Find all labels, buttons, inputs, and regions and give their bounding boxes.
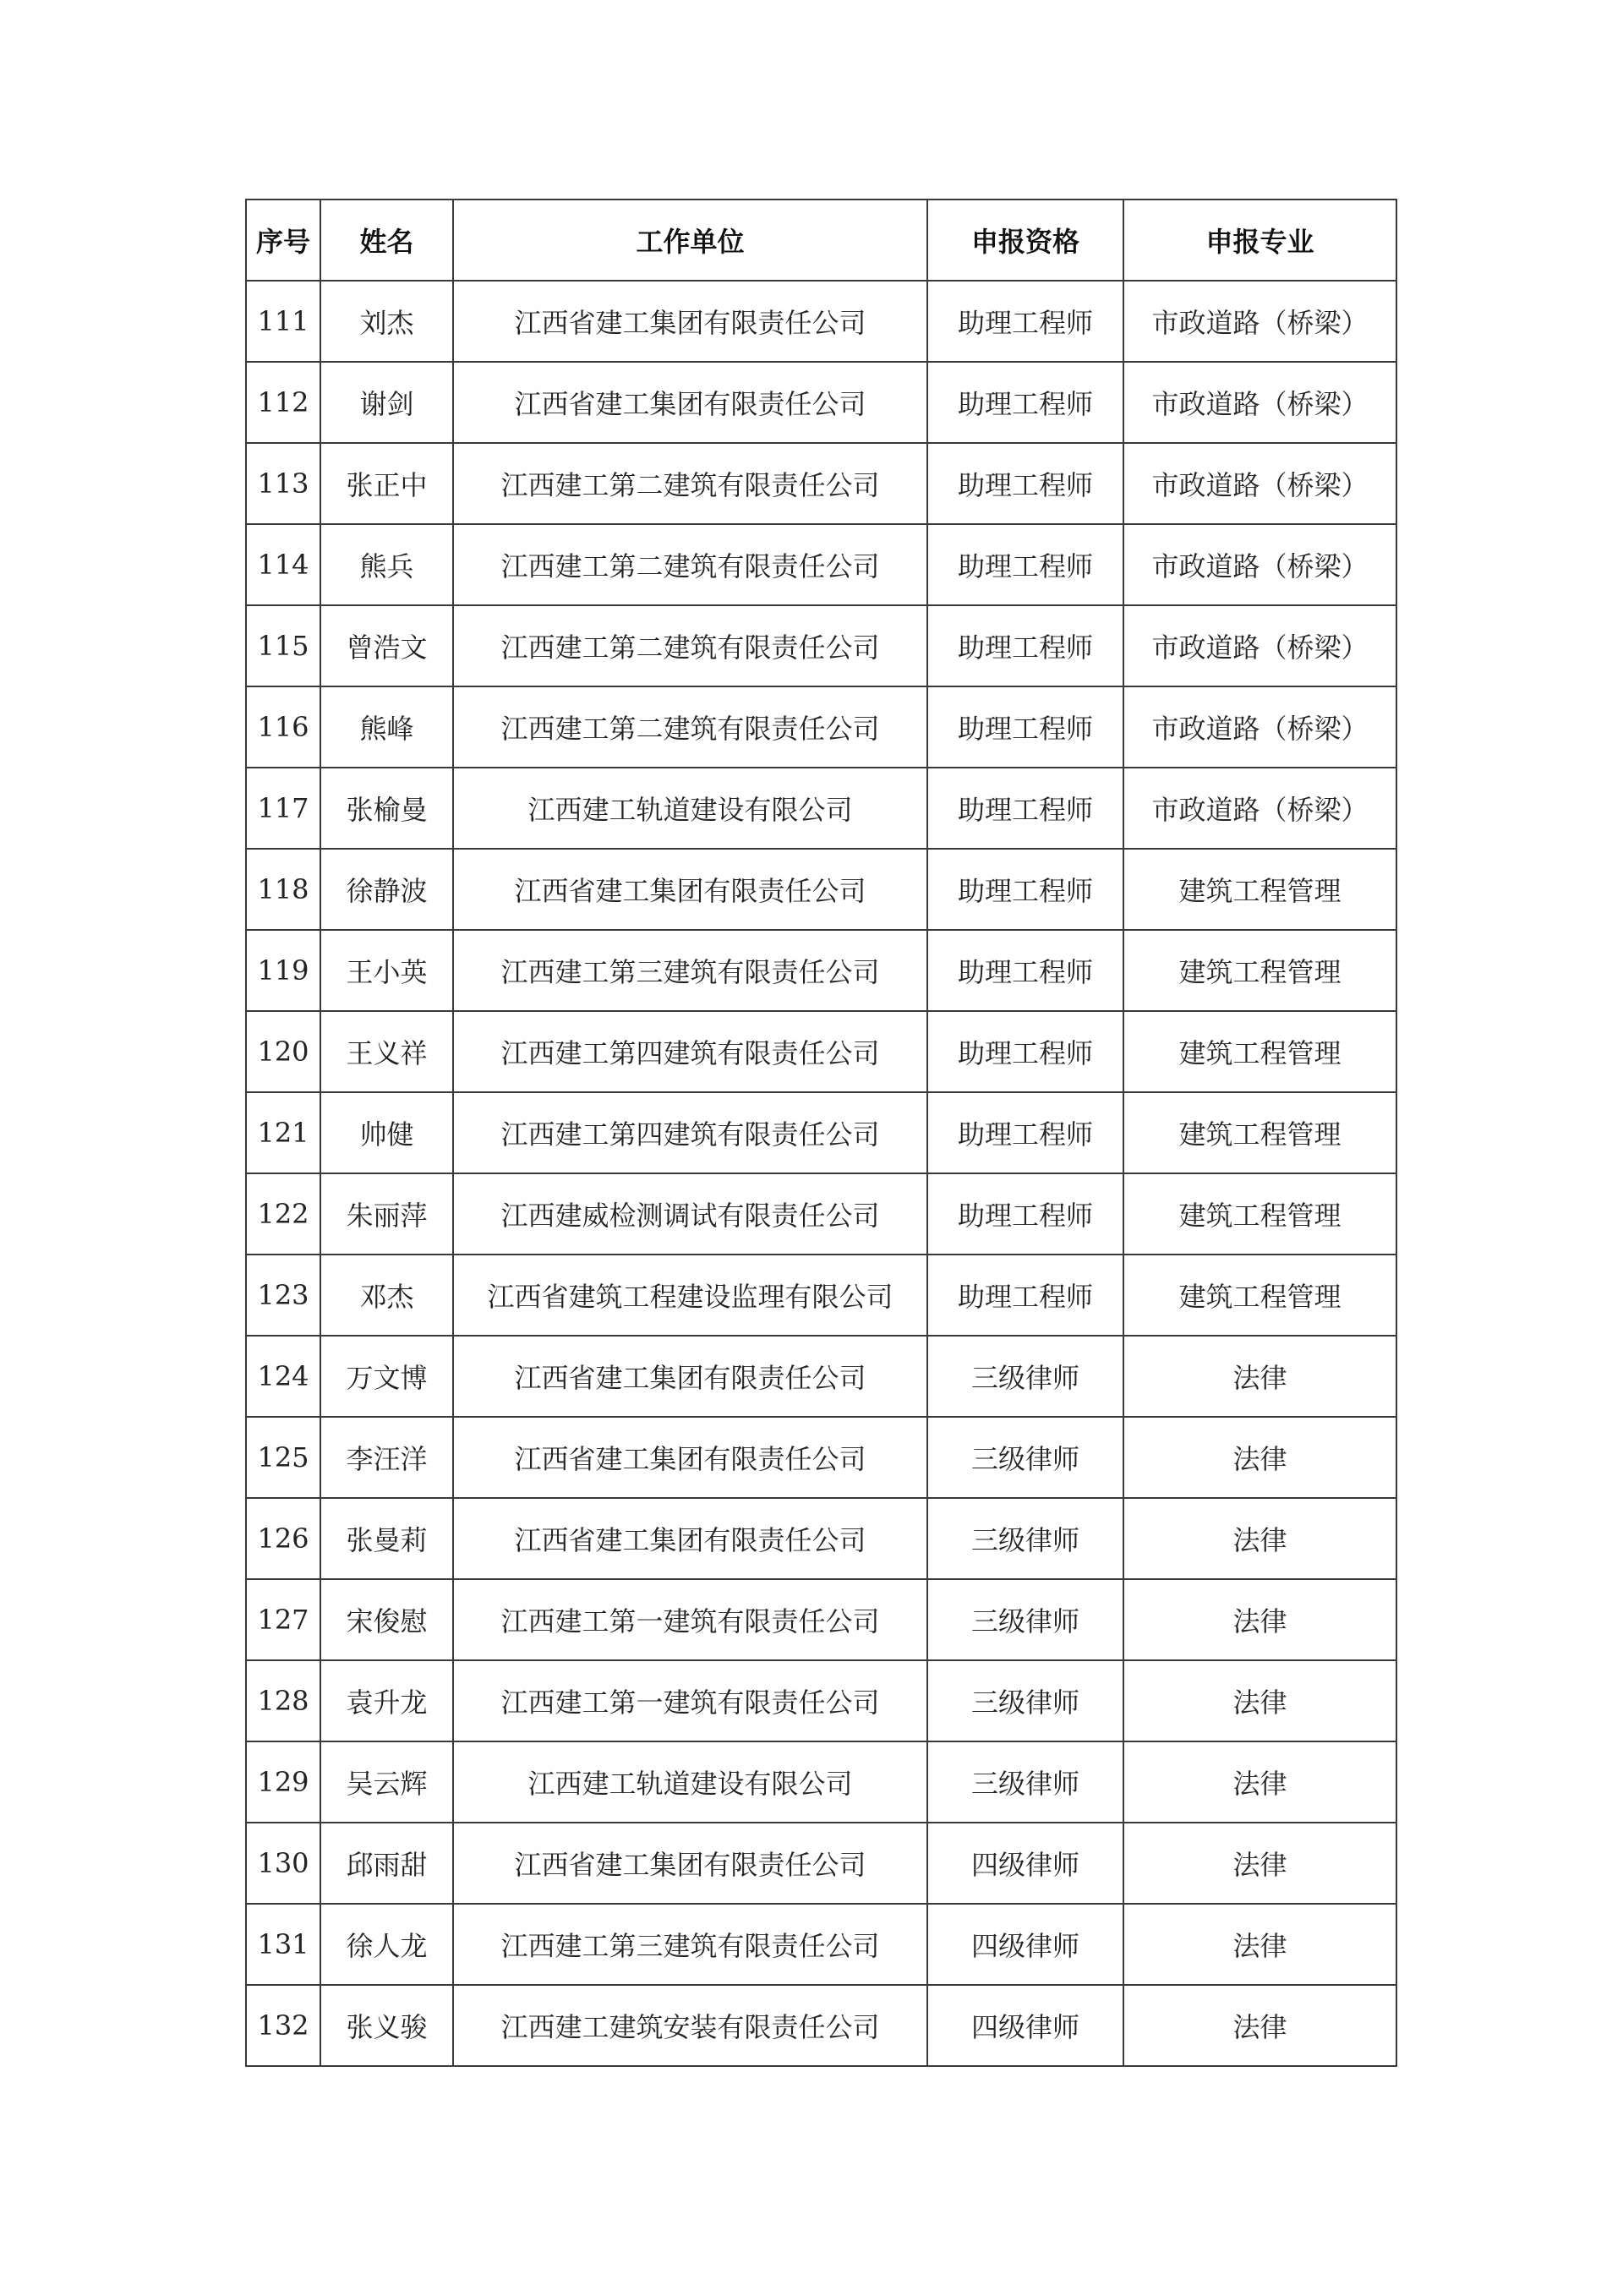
cell-name: 帅健 [320,1092,453,1173]
cell-qualification: 助理工程师 [927,768,1123,849]
cell-qualification: 三级律师 [927,1336,1123,1417]
cell-unit: 江西建工第一建筑有限责任公司 [453,1579,927,1660]
cell-unit: 江西建工建筑安装有限责任公司 [453,1985,927,2066]
table-row [246,768,1396,849]
cell-no: 114 [246,524,320,605]
cell-name: 张曼莉 [320,1498,453,1579]
table-row [246,1336,1396,1417]
cell-qualification: 助理工程师 [927,362,1123,443]
cell-qualification: 四级律师 [927,1904,1123,1985]
table-row [246,362,1396,443]
cell-major: 法律 [1123,1904,1396,1985]
cell-major: 建筑工程管理 [1123,930,1396,1011]
cell-name: 刘杰 [320,281,453,362]
table-body [246,281,1396,2066]
cell-unit: 江西省建工集团有限责任公司 [453,1823,927,1904]
cell-qualification: 三级律师 [927,1417,1123,1498]
cell-major: 市政道路（桥梁） [1123,524,1396,605]
header-unit: 工作单位 [453,200,927,281]
cell-major: 建筑工程管理 [1123,1255,1396,1336]
cell-major: 法律 [1123,1660,1396,1741]
cell-unit: 江西建工第二建筑有限责任公司 [453,443,927,524]
cell-name: 徐静波 [320,849,453,930]
cell-qualification: 助理工程师 [927,930,1123,1011]
cell-unit: 江西建工第四建筑有限责任公司 [453,1011,927,1092]
cell-major: 市政道路（桥梁） [1123,281,1396,362]
cell-qualification: 助理工程师 [927,605,1123,686]
cell-major: 市政道路（桥梁） [1123,443,1396,524]
cell-name: 邱雨甜 [320,1823,453,1904]
cell-unit: 江西省建工集团有限责任公司 [453,1336,927,1417]
cell-major: 建筑工程管理 [1123,1092,1396,1173]
cell-no: 112 [246,362,320,443]
table-row [246,1092,1396,1173]
cell-no: 111 [246,281,320,362]
cell-qualification: 四级律师 [927,1985,1123,2066]
cell-no: 115 [246,605,320,686]
cell-major: 法律 [1123,1498,1396,1579]
cell-unit: 江西建工第三建筑有限责任公司 [453,1904,927,1985]
cell-name: 张正中 [320,443,453,524]
table-row [246,1255,1396,1336]
table-row [246,1173,1396,1255]
cell-no: 124 [246,1336,320,1417]
header-major: 申报专业 [1123,200,1396,281]
table-row [246,1011,1396,1092]
table-row [246,1823,1396,1904]
cell-no: 132 [246,1985,320,2066]
cell-major: 市政道路（桥梁） [1123,686,1396,768]
table-row [246,1579,1396,1660]
cell-unit: 江西建工第一建筑有限责任公司 [453,1660,927,1741]
cell-name: 万文博 [320,1336,453,1417]
cell-unit: 江西建工第二建筑有限责任公司 [453,605,927,686]
cell-no: 128 [246,1660,320,1741]
cell-qualification: 助理工程师 [927,849,1123,930]
cell-qualification: 三级律师 [927,1741,1123,1823]
cell-qualification: 助理工程师 [927,686,1123,768]
cell-name: 袁升龙 [320,1660,453,1741]
cell-name: 宋俊慰 [320,1579,453,1660]
cell-unit: 江西建工第三建筑有限责任公司 [453,930,927,1011]
cell-no: 121 [246,1092,320,1173]
table-row [246,1498,1396,1579]
cell-unit: 江西省建工集团有限责任公司 [453,1417,927,1498]
cell-major: 法律 [1123,1417,1396,1498]
table-row [246,1985,1396,2066]
cell-qualification: 助理工程师 [927,1173,1123,1255]
cell-qualification: 助理工程师 [927,281,1123,362]
table-row [246,1741,1396,1823]
cell-name: 王小英 [320,930,453,1011]
cell-no: 117 [246,768,320,849]
cell-no: 122 [246,1173,320,1255]
cell-major: 法律 [1123,1579,1396,1660]
cell-unit: 江西建工第二建筑有限责任公司 [453,524,927,605]
cell-name: 王义祥 [320,1011,453,1092]
cell-name: 谢剑 [320,362,453,443]
cell-no: 130 [246,1823,320,1904]
table-row [246,443,1396,524]
cell-no: 113 [246,443,320,524]
table-row [246,1417,1396,1498]
table-header-row [246,200,1396,281]
cell-name: 朱丽萍 [320,1173,453,1255]
cell-major: 市政道路（桥梁） [1123,768,1396,849]
cell-qualification: 助理工程师 [927,524,1123,605]
cell-unit: 江西建工轨道建设有限公司 [453,1741,927,1823]
cell-qualification: 助理工程师 [927,443,1123,524]
cell-qualification: 助理工程师 [927,1255,1123,1336]
table-row [246,930,1396,1011]
cell-name: 李汪洋 [320,1417,453,1498]
cell-major: 法律 [1123,1741,1396,1823]
cell-no: 120 [246,1011,320,1092]
cell-no: 126 [246,1498,320,1579]
cell-major: 市政道路（桥梁） [1123,362,1396,443]
table-row [246,1660,1396,1741]
table-row [246,605,1396,686]
cell-major: 法律 [1123,1823,1396,1904]
cell-name: 邓杰 [320,1255,453,1336]
cell-no: 123 [246,1255,320,1336]
table-row [246,849,1396,930]
cell-qualification: 助理工程师 [927,1011,1123,1092]
cell-qualification: 三级律师 [927,1660,1123,1741]
header-qualification: 申报资格 [927,200,1123,281]
cell-no: 129 [246,1741,320,1823]
cell-name: 吴云辉 [320,1741,453,1823]
cell-name: 曾浩文 [320,605,453,686]
cell-major: 建筑工程管理 [1123,1011,1396,1092]
cell-qualification: 三级律师 [927,1498,1123,1579]
cell-no: 127 [246,1579,320,1660]
cell-major: 法律 [1123,1336,1396,1417]
cell-qualification: 四级律师 [927,1823,1123,1904]
cell-no: 118 [246,849,320,930]
cell-name: 熊兵 [320,524,453,605]
cell-unit: 江西建威检测调试有限责任公司 [453,1173,927,1255]
cell-unit: 江西建工第四建筑有限责任公司 [453,1092,927,1173]
cell-no: 119 [246,930,320,1011]
cell-major: 法律 [1123,1985,1396,2066]
cell-unit: 江西省建工集团有限责任公司 [453,281,927,362]
cell-unit: 江西省建工集团有限责任公司 [453,849,927,930]
cell-no: 116 [246,686,320,768]
cell-no: 125 [246,1417,320,1498]
cell-no: 131 [246,1904,320,1985]
table-row [246,524,1396,605]
cell-name: 张义骏 [320,1985,453,2066]
cell-major: 建筑工程管理 [1123,1173,1396,1255]
cell-unit: 江西省建工集团有限责任公司 [453,1498,927,1579]
table-row [246,1904,1396,1985]
cell-major: 市政道路（桥梁） [1123,605,1396,686]
cell-unit: 江西建工轨道建设有限公司 [453,768,927,849]
cell-major: 建筑工程管理 [1123,849,1396,930]
applicant-table [245,199,1397,2067]
cell-name: 熊峰 [320,686,453,768]
cell-name: 徐人龙 [320,1904,453,1985]
cell-unit: 江西省建筑工程建设监理有限公司 [453,1255,927,1336]
header-name: 姓名 [320,200,453,281]
cell-name: 张榆曼 [320,768,453,849]
header-no: 序号 [246,200,320,281]
table-row [246,686,1396,768]
table-row [246,281,1396,362]
cell-unit: 江西省建工集团有限责任公司 [453,362,927,443]
cell-unit: 江西建工第二建筑有限责任公司 [453,686,927,768]
cell-qualification: 三级律师 [927,1579,1123,1660]
cell-qualification: 助理工程师 [927,1092,1123,1173]
